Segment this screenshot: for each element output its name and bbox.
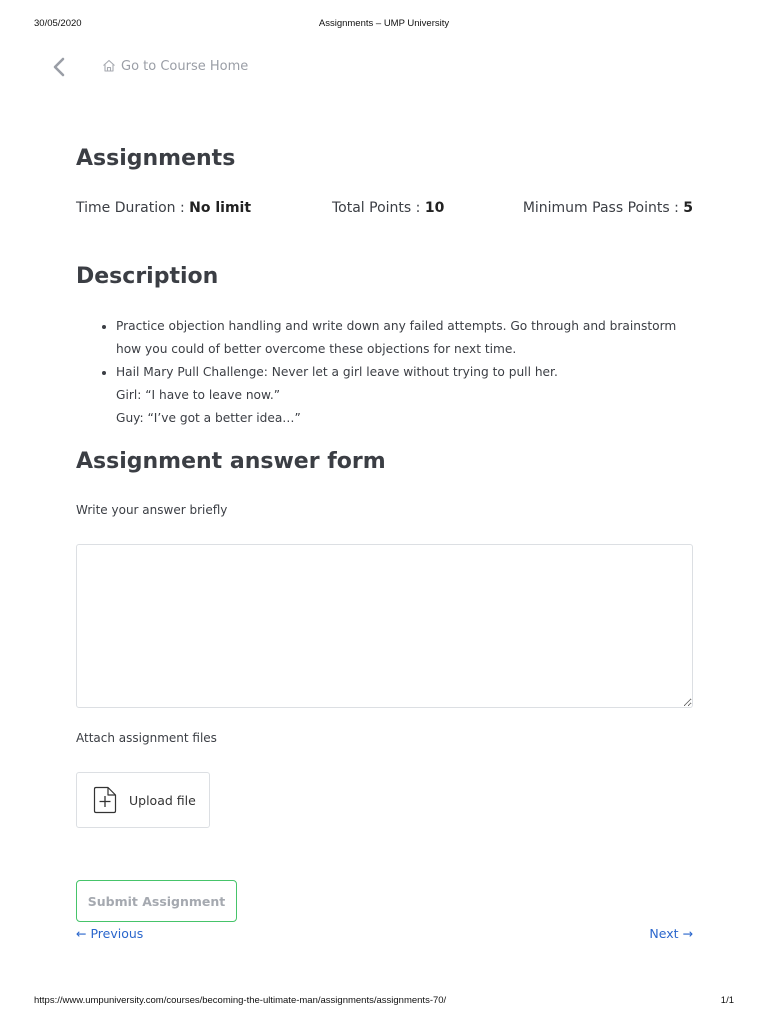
description-heading: Description: [76, 264, 219, 289]
description-item: [116, 361, 693, 430]
next-link[interactable]: Next →: [649, 926, 693, 941]
chevron-left-icon: [50, 56, 70, 78]
previous-link[interactable]: ← Previous: [76, 926, 144, 941]
assignment-meta: [76, 200, 693, 220]
answer-textarea[interactable]: [76, 544, 693, 708]
attach-files-label: Attach assignment files: [76, 731, 217, 745]
total-points-label: Total Points :: [332, 200, 425, 216]
description-item: • Practice objection handling and write down any failed attempts. Go through and brainstorm how you could of better overcome these objections for next time.: [116, 315, 693, 361]
minimum-pass-points-value: 5: [683, 200, 693, 216]
answer-form-heading: Assignment answer form: [76, 449, 386, 474]
minimum-pass-points: [523, 200, 693, 216]
total-points-value: 10: [424, 200, 445, 216]
upload-file-label: Upload file: [129, 793, 196, 808]
back-button[interactable]: [50, 56, 70, 78]
time-duration-value: No limit: [189, 200, 252, 216]
page-title: Assignments: [76, 146, 236, 171]
home-icon: [102, 59, 116, 72]
go-to-course-home-link[interactable]: [102, 59, 248, 74]
course-home-label: Go to Course Home: [121, 59, 249, 74]
upload-file-button[interactable]: [76, 772, 210, 828]
answer-label: Write your answer briefly: [76, 503, 228, 517]
file-add-icon: [93, 786, 117, 814]
total-points: [332, 200, 444, 216]
print-page-number: 1/1: [720, 995, 734, 1006]
submit-assignment-button[interactable]: Submit Assignment: [76, 880, 237, 922]
print-date: 30/05/2020: [34, 18, 82, 29]
print-url: https://www.umpuniversity.com/courses/becoming-the-ultimate-man/assignments/assignments-70/: [34, 995, 447, 1006]
print-page-title: Assignments – UMP University: [318, 18, 450, 29]
time-duration-label: Time Duration :: [76, 200, 190, 216]
description-item-line: • Hail Mary Pull Challenge: Never let a girl leave without trying to pull her.: [116, 365, 558, 379]
description-list: [76, 315, 693, 430]
minimum-pass-points-label: Minimum Pass Points :: [522, 200, 684, 216]
description-item-line: Girl: “I have to leave now.”: [116, 388, 281, 402]
time-duration: [76, 200, 251, 216]
description-item-line: Guy: “I’ve got a better idea…”: [116, 411, 301, 425]
